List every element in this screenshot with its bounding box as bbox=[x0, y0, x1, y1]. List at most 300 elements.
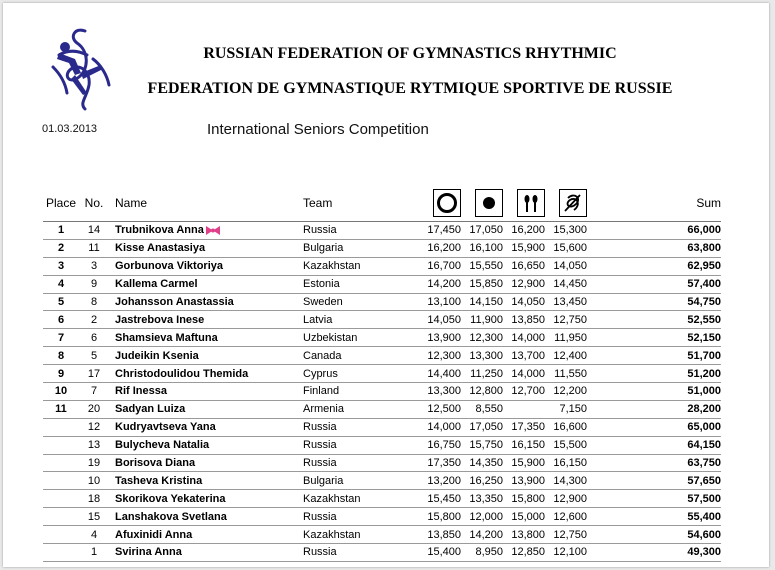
row-number bbox=[79, 544, 109, 562]
row-name bbox=[109, 454, 303, 472]
competition-date: 01.03.2013 bbox=[42, 123, 98, 135]
federation-title-english: RUSSIAN FEDERATION OF GYMNASTICS RHYTHMIC bbox=[203, 45, 617, 62]
row-team-text: Finland bbox=[303, 385, 340, 398]
row-ball-score-text: 12,000 bbox=[469, 510, 503, 523]
row-ball-score-text: 11,900 bbox=[470, 313, 503, 326]
row-ball-score bbox=[461, 257, 503, 275]
row-place bbox=[43, 400, 79, 418]
row-place bbox=[43, 383, 79, 401]
row-hoop-score-text: 15,450 bbox=[427, 492, 461, 505]
results-table bbox=[43, 185, 721, 562]
row-team bbox=[303, 257, 419, 275]
row-sum-text: 62,950 bbox=[687, 260, 721, 273]
row-clubs-score bbox=[503, 311, 545, 329]
table-row bbox=[43, 418, 721, 436]
row-name-text: Christodoulidou Themida bbox=[115, 367, 249, 380]
row-number-text: 4 bbox=[90, 528, 98, 541]
table-row bbox=[43, 526, 721, 544]
row-clubs-score-text: 12,900 bbox=[511, 278, 545, 291]
row-number-text: 14 bbox=[87, 224, 101, 237]
row-place-text: 2 bbox=[57, 242, 65, 255]
row-place-text: 4 bbox=[57, 278, 65, 291]
row-name bbox=[109, 293, 303, 311]
row-name-text: Shamsieva Maftuna bbox=[115, 331, 218, 344]
row-ribbon-score-text: 12,750 bbox=[553, 313, 587, 326]
row-number-text: 11 bbox=[88, 242, 100, 255]
row-ribbon-score-text: 11,550 bbox=[554, 367, 587, 380]
table-row bbox=[43, 544, 721, 562]
row-ribbon-score bbox=[545, 222, 587, 240]
row-number bbox=[79, 508, 109, 526]
row-sum-text: 57,650 bbox=[687, 474, 721, 487]
row-ball-score-text: 12,300 bbox=[469, 331, 503, 344]
table-row bbox=[43, 222, 721, 240]
row-ball-score-text: 14,150 bbox=[469, 296, 503, 308]
col-name-header: Name bbox=[109, 185, 303, 222]
row-name-text: Rif Inessa bbox=[115, 385, 167, 398]
row-number bbox=[79, 293, 109, 311]
row-place bbox=[43, 418, 79, 436]
row-sum bbox=[587, 436, 721, 454]
row-team-text: Canada bbox=[303, 349, 342, 362]
clubs-icon bbox=[517, 189, 545, 217]
row-name-text: Skorikova Yekaterina bbox=[115, 492, 226, 505]
row-hoop-score bbox=[419, 347, 461, 365]
row-clubs-score bbox=[503, 454, 545, 472]
row-team bbox=[303, 436, 419, 454]
row-clubs-score bbox=[503, 257, 545, 275]
row-place bbox=[43, 454, 79, 472]
row-team-text: Armenia bbox=[303, 403, 344, 416]
row-ball-score bbox=[461, 544, 503, 562]
row-clubs-score bbox=[503, 544, 545, 562]
col-sum-header: Sum bbox=[587, 185, 721, 222]
row-team bbox=[303, 508, 419, 526]
row-hoop-score bbox=[419, 383, 461, 401]
row-sum bbox=[587, 239, 721, 257]
row-number-text: 20 bbox=[87, 403, 101, 416]
row-ball-score-text: 14,200 bbox=[469, 528, 503, 541]
row-sum-text: 51,200 bbox=[687, 367, 721, 380]
col-no-header: No. bbox=[79, 185, 109, 222]
row-ribbon-score-text: 14,050 bbox=[553, 260, 587, 273]
row-clubs-score bbox=[503, 526, 545, 544]
row-number bbox=[79, 418, 109, 436]
row-clubs-score-text: 17,350 bbox=[511, 421, 545, 434]
table-row bbox=[43, 472, 721, 490]
row-number bbox=[79, 472, 109, 490]
row-number-text: 1 bbox=[90, 546, 98, 559]
row-place bbox=[43, 472, 79, 490]
row-team bbox=[303, 526, 419, 544]
table-row bbox=[43, 275, 721, 293]
row-ball-score-text: 13,300 bbox=[469, 349, 503, 362]
row-ribbon-score bbox=[545, 454, 587, 472]
row-hoop-score bbox=[419, 508, 461, 526]
row-clubs-score-text: 13,700 bbox=[511, 349, 545, 362]
row-sum-text: 55,400 bbox=[687, 510, 721, 523]
row-team bbox=[303, 544, 419, 562]
row-clubs-score-text: 12,850 bbox=[511, 546, 545, 559]
row-name bbox=[109, 329, 303, 347]
row-sum bbox=[587, 418, 721, 436]
row-hoop-score bbox=[419, 365, 461, 383]
row-ball-score-text: 16,250 bbox=[469, 474, 503, 487]
row-name bbox=[109, 508, 303, 526]
row-name-text: Sadyan Luiza bbox=[115, 403, 186, 416]
row-ribbon-score-text: 15,500 bbox=[553, 439, 587, 452]
table-row bbox=[43, 293, 721, 311]
row-ribbon-score-text: 11,950 bbox=[554, 331, 587, 344]
table-row bbox=[43, 508, 721, 526]
document-page bbox=[3, 3, 769, 567]
row-sum bbox=[587, 383, 721, 401]
row-clubs-score bbox=[503, 365, 545, 383]
row-ribbon-score-text: 12,200 bbox=[553, 385, 587, 398]
row-name-text: Svirina Anna bbox=[115, 546, 182, 559]
row-team-text: Russia bbox=[303, 510, 337, 523]
pink-bow-icon bbox=[205, 225, 221, 236]
row-ribbon-score-text: 12,600 bbox=[553, 510, 587, 523]
row-clubs-score-text: 15,800 bbox=[511, 492, 545, 505]
row-sum-text: 57,400 bbox=[687, 278, 721, 291]
row-place-text: 11 bbox=[55, 403, 67, 416]
row-name bbox=[109, 347, 303, 365]
row-hoop-score bbox=[419, 544, 461, 562]
row-ribbon-score bbox=[545, 508, 587, 526]
row-clubs-score bbox=[503, 508, 545, 526]
row-team-text: Russia bbox=[303, 224, 337, 237]
row-sum-text: 64,150 bbox=[687, 439, 721, 452]
row-sum bbox=[587, 347, 721, 365]
row-ribbon-score bbox=[545, 400, 587, 418]
row-ball-score-text: 17,050 bbox=[469, 224, 503, 237]
row-clubs-score bbox=[503, 347, 545, 365]
row-clubs-score-text: 15,900 bbox=[511, 457, 545, 470]
row-number-text: 3 bbox=[90, 260, 98, 273]
row-team-text: Uzbekistan bbox=[303, 331, 358, 344]
row-place bbox=[43, 544, 79, 562]
row-sum bbox=[587, 329, 721, 347]
row-sum bbox=[587, 257, 721, 275]
row-name-text: Bulycheva Natalia bbox=[115, 439, 210, 452]
row-place-text: 9 bbox=[57, 367, 65, 380]
row-team-text: Cyprus bbox=[303, 367, 338, 380]
row-ball-score bbox=[461, 400, 503, 418]
row-team-text: Kazakhstan bbox=[303, 492, 361, 505]
row-hoop-score-text: 14,200 bbox=[427, 278, 461, 291]
row-clubs-score bbox=[503, 329, 545, 347]
row-number bbox=[79, 329, 109, 347]
row-number bbox=[79, 400, 109, 418]
row-clubs-score-text: 12,700 bbox=[511, 385, 545, 398]
row-number-text: 9 bbox=[90, 278, 98, 291]
row-hoop-score-text: 15,400 bbox=[427, 546, 461, 559]
row-ribbon-score bbox=[545, 329, 587, 347]
row-place bbox=[43, 293, 79, 311]
row-ribbon-score bbox=[545, 293, 587, 311]
row-hoop-score bbox=[419, 418, 461, 436]
row-hoop-score-text: 12,300 bbox=[427, 349, 461, 362]
row-ball-score bbox=[461, 472, 503, 490]
row-ribbon-score bbox=[545, 418, 587, 436]
row-team bbox=[303, 400, 419, 418]
row-ribbon-score bbox=[545, 347, 587, 365]
row-sum-text: 51,000 bbox=[687, 385, 721, 398]
row-ball-score bbox=[461, 383, 503, 401]
row-sum-text: 54,750 bbox=[687, 296, 721, 308]
row-place bbox=[43, 239, 79, 257]
row-sum bbox=[587, 275, 721, 293]
row-hoop-score-text: 16,200 bbox=[427, 242, 461, 255]
row-number bbox=[79, 365, 109, 383]
row-place bbox=[43, 311, 79, 329]
row-name-text: Kudryavtseva Yana bbox=[115, 421, 216, 434]
row-ball-score-text: 14,350 bbox=[469, 457, 503, 470]
row-name bbox=[109, 275, 303, 293]
row-ball-score-text: 16,100 bbox=[469, 242, 503, 255]
row-number-text: 13 bbox=[87, 439, 101, 452]
row-ribbon-score-text: 12,100 bbox=[553, 546, 587, 559]
table-row bbox=[43, 383, 721, 401]
row-ribbon-score-text: 14,300 bbox=[553, 474, 587, 487]
row-name bbox=[109, 436, 303, 454]
row-clubs-score-text: 13,900 bbox=[511, 474, 545, 487]
table-row bbox=[43, 239, 721, 257]
row-ball-score-text: 15,550 bbox=[469, 260, 503, 273]
row-team bbox=[303, 293, 419, 311]
row-sum bbox=[587, 490, 721, 508]
row-sum-text: 52,550 bbox=[687, 313, 721, 326]
row-ribbon-score bbox=[545, 383, 587, 401]
row-ribbon-score bbox=[545, 490, 587, 508]
table-row bbox=[43, 490, 721, 508]
row-name bbox=[109, 365, 303, 383]
row-sum-text: 65,000 bbox=[687, 421, 721, 434]
row-clubs-score bbox=[503, 293, 545, 311]
row-team-text: Kazakhstan bbox=[303, 528, 361, 541]
row-number-text: 12 bbox=[87, 421, 101, 434]
row-name bbox=[109, 472, 303, 490]
row-place-text: 7 bbox=[57, 331, 65, 344]
table-row bbox=[43, 400, 721, 418]
col-team-header: Team bbox=[303, 185, 419, 222]
row-sum bbox=[587, 508, 721, 526]
row-team-text: Russia bbox=[303, 457, 337, 470]
row-clubs-score bbox=[503, 418, 545, 436]
row-place-text: 6 bbox=[57, 313, 65, 326]
row-ball-score-text: 12,800 bbox=[469, 385, 503, 398]
row-team-text: Latvia bbox=[303, 313, 333, 326]
row-number-text: 6 bbox=[90, 331, 98, 344]
row-ribbon-score-text: 16,600 bbox=[553, 421, 587, 434]
row-number-text: 2 bbox=[90, 313, 98, 326]
row-name-text: Trubnikova Anna bbox=[115, 224, 204, 237]
row-ribbon-score bbox=[545, 239, 587, 257]
row-ball-score bbox=[461, 329, 503, 347]
row-ribbon-score-text: 15,600 bbox=[553, 242, 587, 255]
row-ball-score bbox=[461, 418, 503, 436]
row-hoop-score-text: 13,900 bbox=[427, 331, 461, 344]
row-ball-score-text: 17,050 bbox=[469, 421, 503, 434]
row-number-text: 15 bbox=[87, 510, 101, 523]
row-place bbox=[43, 436, 79, 454]
row-name bbox=[109, 311, 303, 329]
row-hoop-score bbox=[419, 257, 461, 275]
row-hoop-score-text: 14,050 bbox=[427, 313, 461, 326]
row-name bbox=[109, 490, 303, 508]
row-place bbox=[43, 257, 79, 275]
row-number bbox=[79, 526, 109, 544]
row-ribbon-score-text: 16,150 bbox=[553, 457, 587, 470]
row-sum-text: 54,600 bbox=[687, 528, 721, 541]
row-team-text: Russia bbox=[303, 439, 337, 452]
gymnast-logo-icon bbox=[45, 25, 117, 111]
row-ribbon-score bbox=[545, 472, 587, 490]
row-name-text: Gorbunova Viktoriya bbox=[115, 260, 223, 273]
row-name bbox=[109, 544, 303, 562]
table-row bbox=[43, 311, 721, 329]
row-hoop-score-text: 16,750 bbox=[427, 439, 461, 452]
row-number-text: 5 bbox=[90, 349, 98, 362]
row-hoop-score-text: 13,300 bbox=[427, 385, 461, 398]
row-hoop-score-text: 14,000 bbox=[427, 421, 461, 434]
row-ball-score-text: 11,250 bbox=[470, 367, 503, 380]
row-name-text: Jastrebova Inese bbox=[115, 313, 205, 326]
row-sum-text: 52,150 bbox=[687, 331, 721, 344]
row-name-text: Johansson Anastassia bbox=[115, 296, 234, 308]
row-name bbox=[109, 383, 303, 401]
row-name bbox=[109, 526, 303, 544]
ribbon-icon bbox=[559, 189, 587, 217]
row-hoop-score-text: 17,350 bbox=[427, 457, 461, 470]
row-ball-score-text: 8,950 bbox=[475, 546, 503, 559]
row-sum bbox=[587, 293, 721, 311]
row-hoop-score bbox=[419, 526, 461, 544]
row-ribbon-score bbox=[545, 436, 587, 454]
row-hoop-score bbox=[419, 329, 461, 347]
row-name-text: Kallema Carmel bbox=[115, 278, 198, 291]
row-ball-score bbox=[461, 347, 503, 365]
row-number bbox=[79, 454, 109, 472]
row-place bbox=[43, 490, 79, 508]
row-hoop-score bbox=[419, 400, 461, 418]
results-body bbox=[43, 222, 721, 562]
row-team bbox=[303, 239, 419, 257]
federation-title-french: FEDERATION DE GYMNASTIQUE RYTMIQUE SPORTIVE DE RUSSIE bbox=[147, 80, 673, 97]
row-place bbox=[43, 508, 79, 526]
row-number bbox=[79, 383, 109, 401]
row-ribbon-score-text: 7,150 bbox=[559, 403, 587, 416]
row-team-text: Estonia bbox=[303, 278, 340, 291]
table-header-row bbox=[43, 185, 721, 222]
row-team bbox=[303, 222, 419, 240]
row-number-text: 8 bbox=[90, 296, 98, 308]
row-number-text: 7 bbox=[90, 385, 98, 398]
row-hoop-score-text: 12,500 bbox=[427, 403, 461, 416]
row-ribbon-score bbox=[545, 365, 587, 383]
row-ribbon-score-text: 15,300 bbox=[553, 224, 587, 237]
row-sum bbox=[587, 526, 721, 544]
row-clubs-score bbox=[503, 490, 545, 508]
row-place-text: 1 bbox=[57, 224, 65, 237]
row-ball-score bbox=[461, 454, 503, 472]
row-hoop-score bbox=[419, 436, 461, 454]
row-team bbox=[303, 311, 419, 329]
row-number-text: 18 bbox=[87, 492, 101, 505]
row-clubs-score-text: 15,000 bbox=[511, 510, 545, 523]
row-number bbox=[79, 222, 109, 240]
row-number-text: 19 bbox=[87, 457, 101, 470]
row-number bbox=[79, 275, 109, 293]
row-clubs-score bbox=[503, 436, 545, 454]
row-sum-text: 28,200 bbox=[687, 403, 721, 416]
row-ball-score bbox=[461, 239, 503, 257]
competition-title: International Seniors Competition bbox=[207, 121, 429, 138]
hoop-icon bbox=[433, 189, 461, 217]
row-team bbox=[303, 490, 419, 508]
row-clubs-score-text: 16,150 bbox=[511, 439, 545, 452]
row-ribbon-score bbox=[545, 257, 587, 275]
row-ball-score bbox=[461, 222, 503, 240]
row-number bbox=[79, 257, 109, 275]
row-place-text: 10 bbox=[54, 385, 68, 398]
row-ball-score bbox=[461, 311, 503, 329]
row-ribbon-score bbox=[545, 544, 587, 562]
row-place bbox=[43, 222, 79, 240]
row-team-text: Kazakhstan bbox=[303, 260, 361, 273]
row-clubs-score bbox=[503, 383, 545, 401]
row-name bbox=[109, 400, 303, 418]
row-team-text: Russia bbox=[303, 421, 337, 434]
row-team bbox=[303, 365, 419, 383]
row-sum-text: 63,800 bbox=[687, 242, 721, 255]
row-clubs-score-text: 14,000 bbox=[511, 367, 545, 380]
row-ball-score bbox=[461, 490, 503, 508]
row-ball-score-text: 15,850 bbox=[469, 278, 503, 291]
row-hoop-score-text: 15,800 bbox=[427, 510, 461, 523]
row-clubs-score-text: 14,050 bbox=[511, 296, 545, 308]
row-place bbox=[43, 347, 79, 365]
row-number bbox=[79, 239, 109, 257]
row-place-text: 8 bbox=[57, 349, 65, 362]
table-row bbox=[43, 454, 721, 472]
row-place-text: 5 bbox=[57, 296, 65, 308]
row-number bbox=[79, 311, 109, 329]
row-number bbox=[79, 436, 109, 454]
row-sum bbox=[587, 472, 721, 490]
row-sum bbox=[587, 365, 721, 383]
row-name-text: Afuxinidi Anna bbox=[115, 528, 193, 541]
row-hoop-score-text: 13,200 bbox=[427, 474, 461, 487]
row-hoop-score bbox=[419, 239, 461, 257]
row-ribbon-score bbox=[545, 526, 587, 544]
row-sum bbox=[587, 544, 721, 562]
row-ribbon-score-text: 14,450 bbox=[553, 278, 587, 291]
row-team bbox=[303, 383, 419, 401]
row-team bbox=[303, 275, 419, 293]
row-ball-score bbox=[461, 275, 503, 293]
row-ball-score bbox=[461, 508, 503, 526]
row-clubs-score-text: 16,650 bbox=[511, 260, 545, 273]
row-ribbon-score bbox=[545, 275, 587, 293]
row-clubs-score bbox=[503, 222, 545, 240]
row-number-text: 17 bbox=[87, 367, 101, 380]
row-clubs-score bbox=[503, 400, 545, 418]
row-ribbon-score-text: 12,900 bbox=[553, 492, 587, 505]
row-ball-score-text: 8,550 bbox=[475, 403, 503, 416]
table-row bbox=[43, 347, 721, 365]
